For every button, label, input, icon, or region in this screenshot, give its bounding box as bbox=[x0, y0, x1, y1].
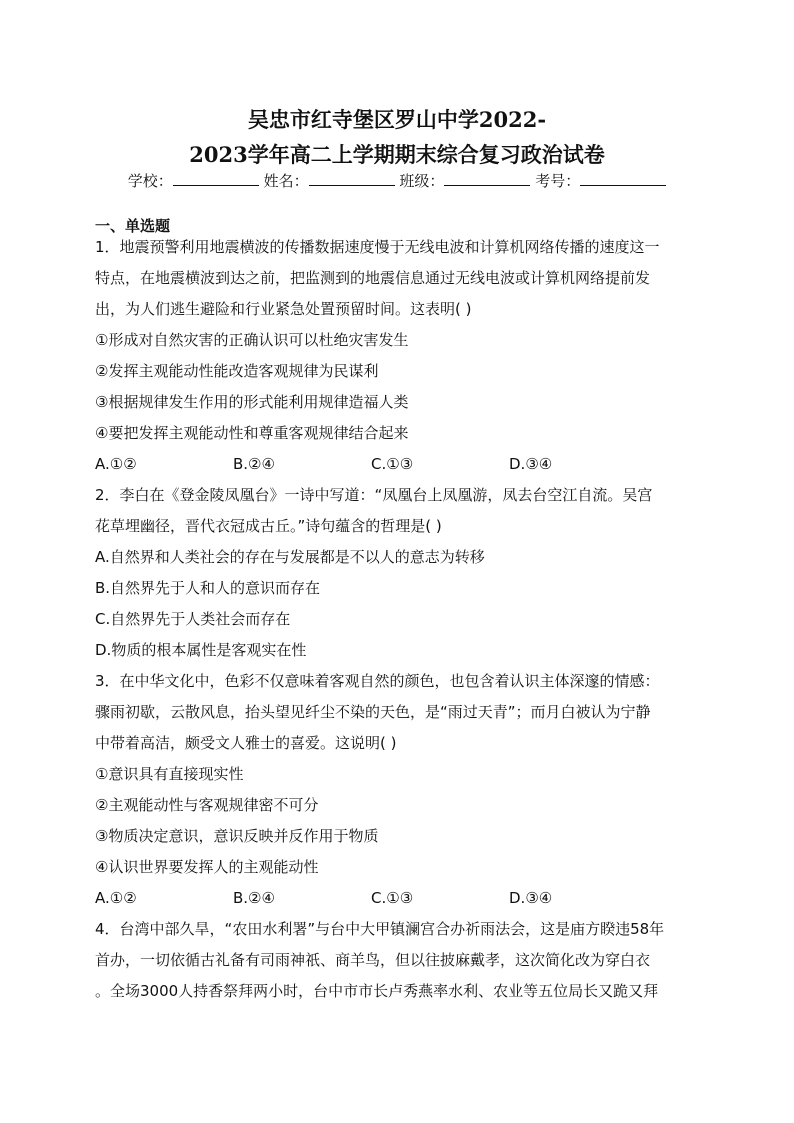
name-label: 姓名： bbox=[263, 172, 309, 190]
q1-stem-line-1: 1．地震预警利用地震横波的传播数据速度慢于无线电波和计算机网络传播的速度这一 bbox=[95, 238, 660, 256]
name-blank bbox=[309, 171, 395, 186]
q4-stem-line-1: 4．台湾中部久旱，“农田水利署”与台中大甲镇澜宫合办祈雨法会，这是庙方睽违58年 bbox=[95, 920, 665, 938]
q1-statement-1: ①形成对自然灾害的正确认识可以杜绝灾害发生 bbox=[95, 331, 409, 349]
q2-choice-c: C.自然界先于人类社会而存在 bbox=[95, 610, 291, 628]
q3-stem-line-3: 中带着高洁，颇受文人雅士的喜爱。这说明( ) bbox=[95, 734, 397, 752]
q1-stem-line-2: 特点，在地震横波到达之前，把监测到的地震信息通过无线电波或计算机网络提前发 bbox=[95, 269, 651, 287]
q3-option-b: B.②④ bbox=[233, 889, 275, 907]
exam-title-line-1: 吴忠市红寺堡区罗山中学2022- bbox=[247, 107, 547, 132]
exam-number-label: 考号： bbox=[535, 172, 581, 190]
q3-statement-2: ②主观能动性与客观规律密不可分 bbox=[95, 796, 319, 814]
q2-stem-line-2: 花草埋幽径，晋代衣冠成古丘。”诗句蕴含的哲理是( ) bbox=[95, 517, 442, 535]
q1-stem-line-3: 出，为人们逃生避险和行业紧急处置预留时间。这表明( ) bbox=[95, 300, 472, 318]
school-label: 学校： bbox=[127, 172, 173, 190]
exam-number-blank bbox=[580, 171, 666, 186]
q4-stem-line-2: 首办，一切依循古礼备有司雨神祇、商羊鸟，但以往披麻戴孝，这次简化改为穿白衣 bbox=[95, 951, 651, 969]
q1-option-d: D.③④ bbox=[509, 455, 553, 473]
q1-statement-2: ②发挥主观能动性能改造客观规律为民谋利 bbox=[95, 362, 379, 380]
q3-option-a: A.①② bbox=[95, 889, 137, 907]
q2-stem-line-1: 2．李白在《登金陵凤凰台》一诗中写道：“凤凰台上凤凰游，凤去台空江自流。吴宫 bbox=[95, 486, 653, 504]
q2-choice-b: B.自然界先于人和人的意识而存在 bbox=[95, 579, 321, 597]
q3-statement-1: ①意识具有直接现实性 bbox=[95, 765, 244, 783]
q3-option-d: D.③④ bbox=[509, 889, 553, 907]
q1-statement-4: ④要把发挥主观能动性和尊重客观规律结合起来 bbox=[95, 424, 409, 442]
q2-choice-d: D.物质的根本属性是客观实在性 bbox=[95, 641, 307, 659]
q1-statement-3: ③根据规律发生作用的形式能利用规律造福人类 bbox=[95, 393, 409, 411]
q3-stem-line-2: 骤雨初歇，云散风息，抬头望见纤尘不染的天色，是“雨过天青”；而月白被认为宁静 bbox=[95, 703, 651, 721]
section-title: 一、单选题 bbox=[95, 217, 171, 235]
q3-statement-4: ④认识世界要发挥人的主观能动性 bbox=[95, 858, 319, 876]
q1-option-b: B.②④ bbox=[233, 455, 275, 473]
q3-statement-3: ③物质决定意识，意识反映并反作用于物质 bbox=[95, 827, 379, 845]
school-blank bbox=[173, 171, 259, 186]
exam-title-line-2: 2023学年高二上学期期末综合复习政治试卷 bbox=[189, 142, 605, 167]
q1-option-c: C.①③ bbox=[371, 455, 414, 473]
class-blank bbox=[444, 171, 530, 186]
q2-choice-a: A.自然界和人类社会的存在与发展都是不以人的意志为转移 bbox=[95, 548, 485, 566]
student-info-row bbox=[0, 170, 794, 191]
q3-option-c: C.①③ bbox=[371, 889, 414, 907]
q4-stem-line-3: 。全场3000人持香祭拜两小时，台中市市长卢秀燕率水利、农业等五位局长又跪又拜 bbox=[95, 982, 659, 1000]
q1-option-a: A.①② bbox=[95, 455, 137, 473]
q3-stem-line-1: 3．在中华文化中，色彩不仅意味着客观自然的颜色，也包含着认识主体深邃的情感： bbox=[95, 672, 660, 690]
class-label: 班级： bbox=[399, 172, 445, 190]
